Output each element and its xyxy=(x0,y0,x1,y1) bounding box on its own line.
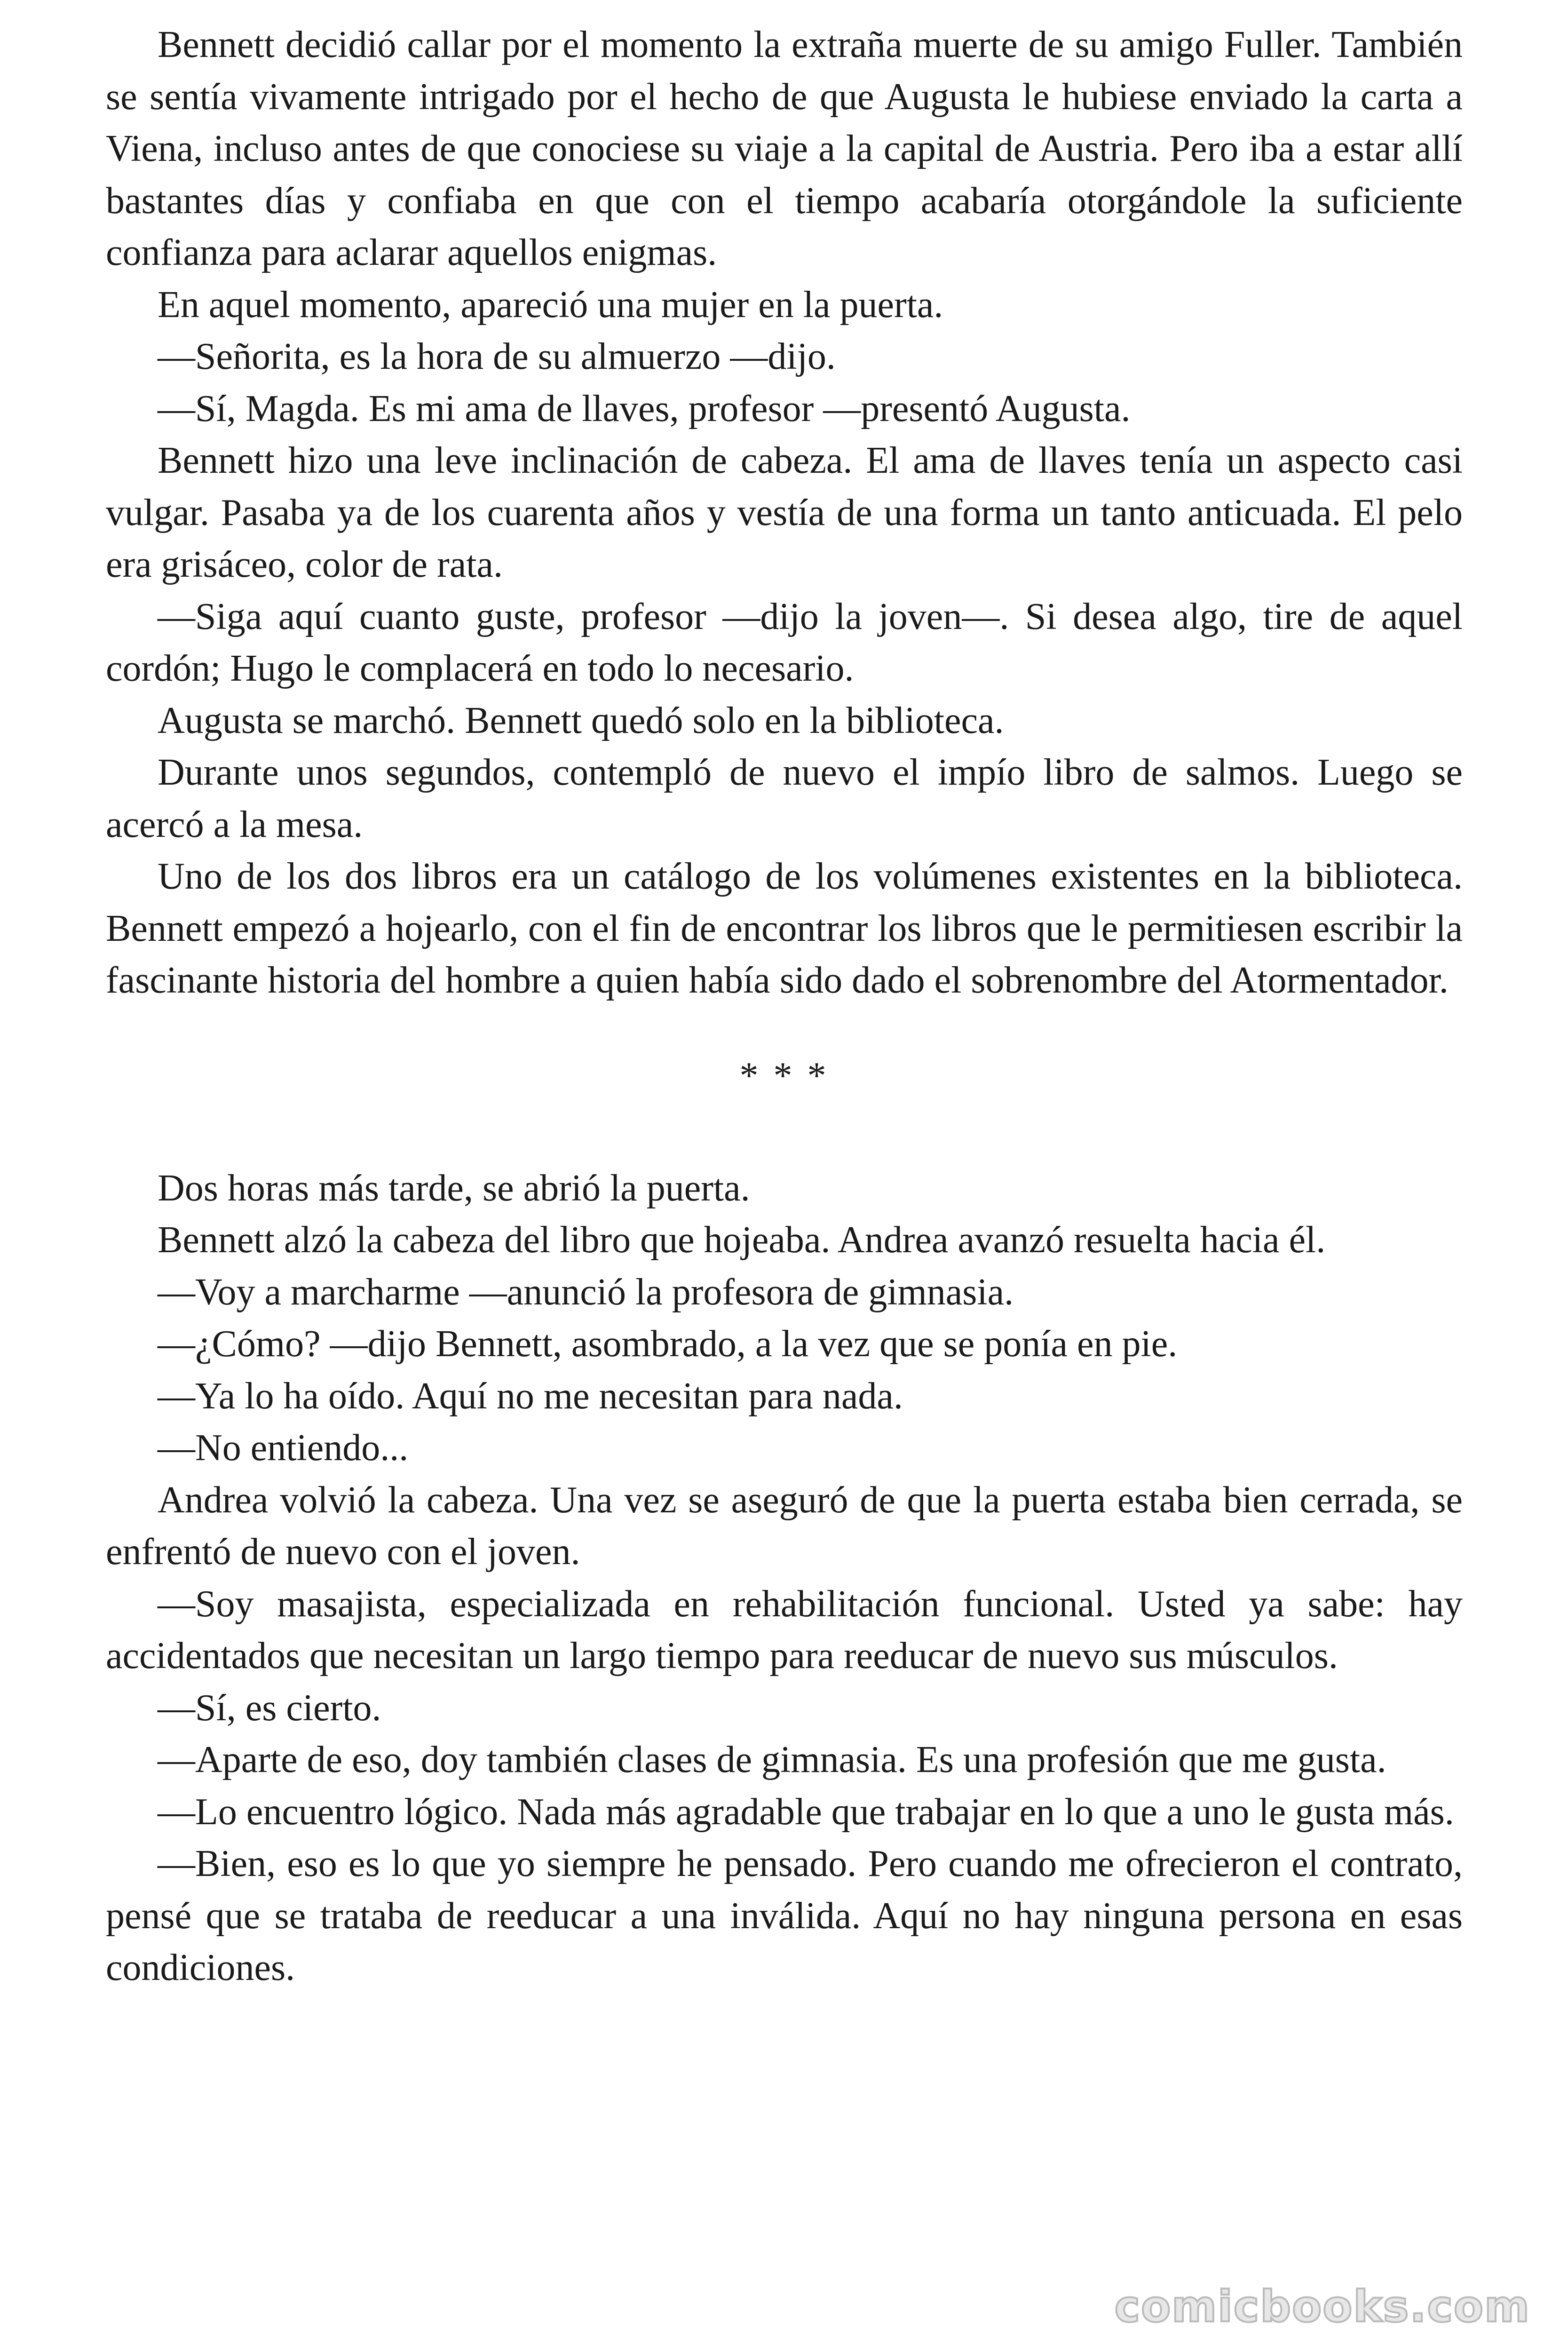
paragraph: —Ya lo ha oído. Aquí no me necesitan para nada. xyxy=(158,1375,903,1417)
paragraph: En aquel momento, apareció una mujer en la puerta. xyxy=(158,284,943,326)
paragraph: —Soy masajista, especializada en rehabilitación funcional. Usted ya sabe: hay accidentados que necesitan un largo tiempo para reeducar de nuevo sus músculos. xyxy=(106,1583,1463,1677)
section-separator xyxy=(106,1007,1463,1162)
paragraph: —Aparte de eso, doy también clases de gimnasia. Es una profesión que me gusta. xyxy=(158,1739,1386,1780)
paragraph: —Bien, eso es lo que yo siempre he pensado. Pero cuando me ofrecieron el contrato, pensé que se trataba de reeducar a una inválida. Aquí no hay ninguna persona en esas condiciones. xyxy=(106,1843,1463,1988)
paragraph: —Siga aquí cuanto guste, profesor —dijo la joven—. Si desea algo, tire de aquel cordón; Hugo le complacerá en todo lo necesario. xyxy=(106,596,1463,689)
paragraph: —Señorita, es la hora de su almuerzo —dijo. xyxy=(158,336,836,377)
paragraph: Uno de los dos libros era un catálogo de los volúmenes existentes en la biblioteca. Bennett empezó a hojearlo, con el fin de encontrar los libros que le permitiesen escribir la fascinante historia del hombre a quien había sido dado el sobrenombre del Atormentador. xyxy=(106,856,1463,1001)
paragraph: Augusta se marchó. Bennett quedó solo en la biblioteca. xyxy=(158,699,1004,741)
paragraph: —Lo encuentro lógico. Nada más agradable que trabajar en lo que a uno le gusta más. xyxy=(158,1791,1454,1833)
paragraph: Bennett hizo una leve inclinación de cabeza. El ama de llaves tenía un aspecto casi vulgar. Pasaba ya de los cuarenta años y vestía de una forma un tanto anticuada. El pelo era grisáceo, color de rata. xyxy=(106,440,1463,585)
paragraph: Durante unos segundos, contempló de nuevo el impío libro de salmos. Luego se acercó a la mesa. xyxy=(106,752,1463,845)
paragraph: Bennett alzó la cabeza del libro que hojeaba. Andrea avanzó resuelta hacia él. xyxy=(158,1219,1326,1261)
paragraph: —Voy a marcharme —anunció la profesora de gimnasia. xyxy=(158,1271,1014,1313)
watermark-logo: comicbooks.com xyxy=(1114,2281,1530,2332)
paragraph: Bennett decidió callar por el momento la extraña muerte de su amigo Fuller. También se sentía vivamente intrigado por el hecho de que Augusta le hubiese enviado la carta a Viena, incluso antes de que conociese su viaje a la capital de Austria. Pero iba a estar allí bastantes días y confiaba en que con el tiempo acabaría otorgándole la suficiente confianza para aclarar aquellos enigmas. xyxy=(106,24,1463,273)
paragraph: —Sí, es cierto. xyxy=(158,1687,381,1729)
paragraph: —Sí, Magda. Es mi ama de llaves, profesor —presentó Augusta. xyxy=(158,388,1131,429)
paragraph: —¿Cómo? —dijo Bennett, asombrado, a la vez que se ponía en pie. xyxy=(158,1323,1178,1365)
separator-asterisks: * * * xyxy=(739,1055,829,1097)
page-text xyxy=(106,19,1463,1994)
paragraph: —No entiendo... xyxy=(158,1427,409,1469)
paragraph: Dos horas más tarde, se abrió la puerta. xyxy=(158,1167,750,1209)
paragraph: Andrea volvió la cabeza. Una vez se aseguró de que la puerta estaba bien cerrada, se enfrentó de nuevo con el joven. xyxy=(106,1479,1463,1573)
